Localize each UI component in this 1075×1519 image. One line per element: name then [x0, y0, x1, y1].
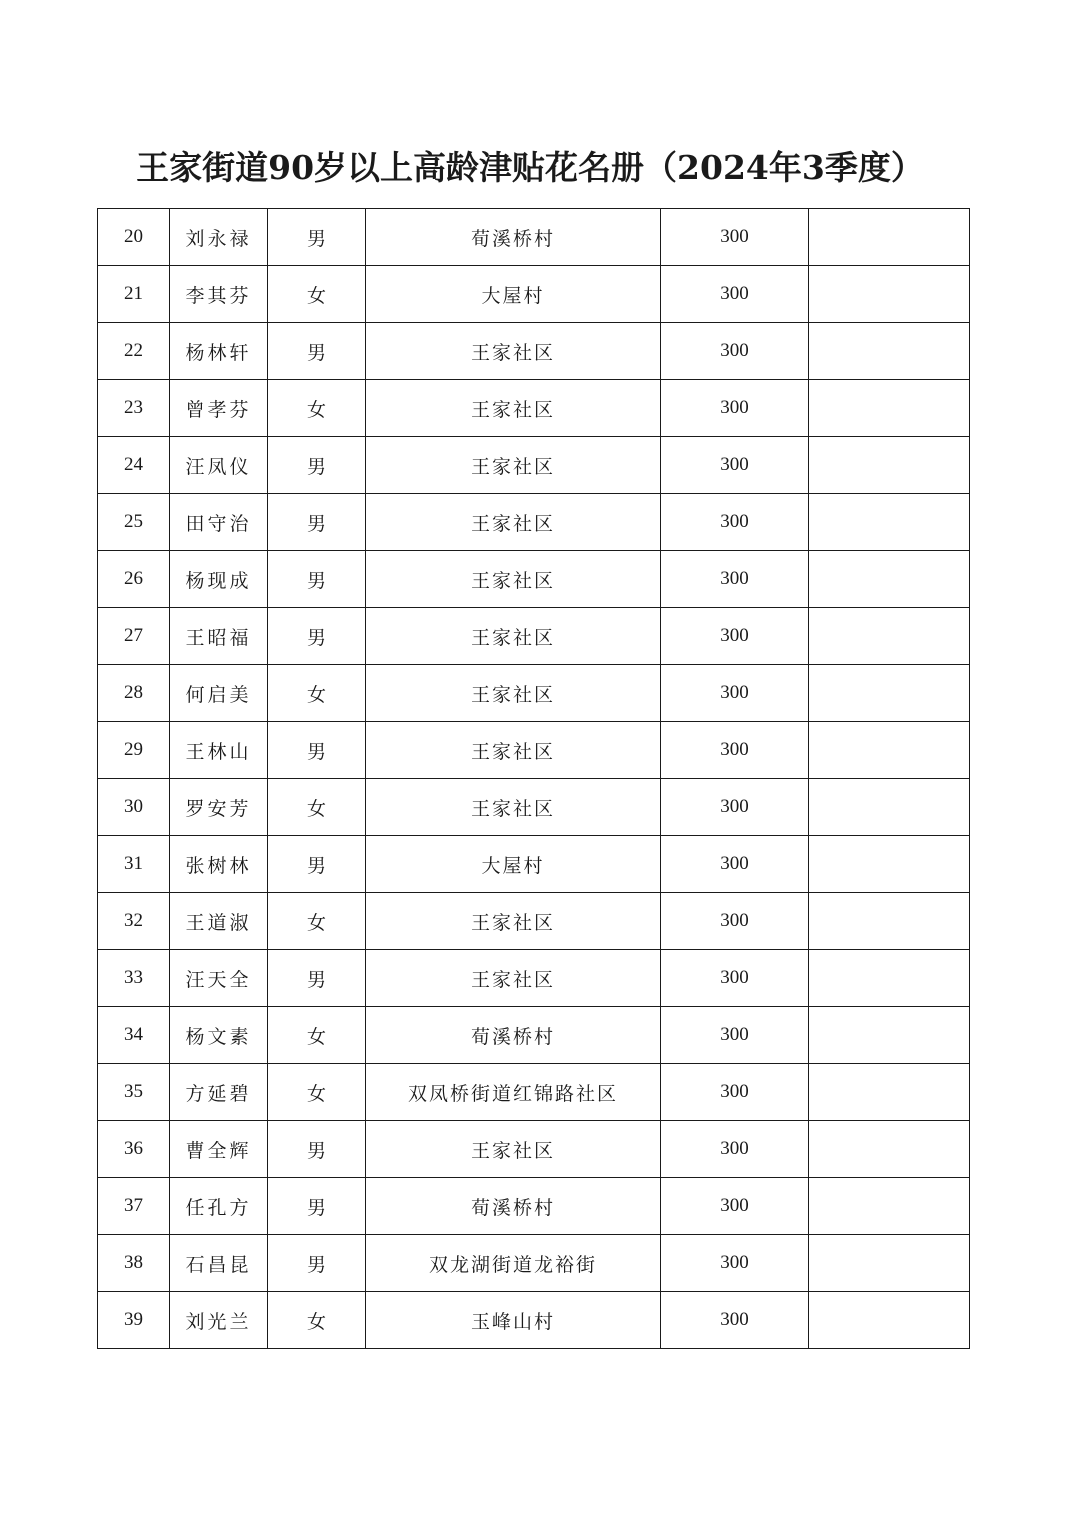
address-cell: 王家社区: [366, 608, 661, 665]
table-row: [98, 380, 970, 437]
gender-cell: 男: [268, 437, 366, 494]
gender-cell: 男: [268, 1235, 366, 1292]
gender-cell: 女: [268, 893, 366, 950]
row-number-cell: 25: [98, 494, 170, 551]
row-number-cell: 32: [98, 893, 170, 950]
address-cell: 王家社区: [366, 893, 661, 950]
amount-cell: 300: [661, 1292, 809, 1349]
gender-cell: 女: [268, 779, 366, 836]
address-cell: 王家社区: [366, 950, 661, 1007]
gender-cell: 男: [268, 494, 366, 551]
amount-cell: 300: [661, 494, 809, 551]
row-number-cell: 27: [98, 608, 170, 665]
note-cell: [809, 608, 970, 665]
row-number-cell: 28: [98, 665, 170, 722]
row-number-cell: 29: [98, 722, 170, 779]
note-cell: [809, 209, 970, 266]
amount-cell: 300: [661, 665, 809, 722]
gender-cell: 男: [268, 551, 366, 608]
page-title: 王家街道90岁以上高龄津贴花名册（2024年3季度）: [136, 148, 924, 187]
table-row: [98, 209, 970, 266]
note-cell: [809, 1064, 970, 1121]
note-cell: [809, 665, 970, 722]
amount-cell: 300: [661, 323, 809, 380]
address-cell: 荀溪桥村: [366, 1007, 661, 1064]
name-cell: 汪凤仪: [170, 437, 268, 494]
amount-cell: 300: [661, 779, 809, 836]
row-number-cell: 33: [98, 950, 170, 1007]
table-row: [98, 323, 970, 380]
amount-cell: 300: [661, 437, 809, 494]
row-number-cell: 31: [98, 836, 170, 893]
address-cell: 王家社区: [366, 722, 661, 779]
row-number-cell: 34: [98, 1007, 170, 1064]
note-cell: [809, 1007, 970, 1064]
address-cell: 王家社区: [366, 1121, 661, 1178]
amount-cell: 300: [661, 722, 809, 779]
name-cell: 任孔方: [170, 1178, 268, 1235]
note-cell: [809, 893, 970, 950]
gender-cell: 男: [268, 323, 366, 380]
table-row: [98, 266, 970, 323]
address-cell: 王家社区: [366, 494, 661, 551]
address-cell: 王家社区: [366, 380, 661, 437]
roster-body: [98, 209, 970, 1349]
note-cell: [809, 437, 970, 494]
table-row: [98, 437, 970, 494]
name-cell: 田守治: [170, 494, 268, 551]
address-cell: 大屋村: [366, 836, 661, 893]
note-cell: [809, 836, 970, 893]
table-row: [98, 1121, 970, 1178]
name-cell: 何启美: [170, 665, 268, 722]
note-cell: [809, 1292, 970, 1349]
note-cell: [809, 1178, 970, 1235]
row-number-cell: 30: [98, 779, 170, 836]
subsidy-roster-table: [97, 208, 970, 1349]
address-cell: 王家社区: [366, 437, 661, 494]
gender-cell: 男: [268, 950, 366, 1007]
name-cell: 王道淑: [170, 893, 268, 950]
gender-cell: 男: [268, 1121, 366, 1178]
note-cell: [809, 380, 970, 437]
name-cell: 罗安芳: [170, 779, 268, 836]
table-row: [98, 779, 970, 836]
amount-cell: 300: [661, 1007, 809, 1064]
table-row: [98, 836, 970, 893]
address-cell: 王家社区: [366, 779, 661, 836]
gender-cell: 女: [268, 1292, 366, 1349]
amount-cell: 300: [661, 608, 809, 665]
table-row: [98, 1007, 970, 1064]
row-number-cell: 24: [98, 437, 170, 494]
gender-cell: 女: [268, 665, 366, 722]
address-cell: 双龙湖街道龙裕街: [366, 1235, 661, 1292]
name-cell: 王林山: [170, 722, 268, 779]
table-row: [98, 494, 970, 551]
name-cell: 刘永禄: [170, 209, 268, 266]
amount-cell: 300: [661, 266, 809, 323]
row-number-cell: 37: [98, 1178, 170, 1235]
row-number-cell: 35: [98, 1064, 170, 1121]
table-row: [98, 665, 970, 722]
note-cell: [809, 722, 970, 779]
gender-cell: 女: [268, 266, 366, 323]
name-cell: 李其芬: [170, 266, 268, 323]
table-row: [98, 722, 970, 779]
address-cell: 大屋村: [366, 266, 661, 323]
row-number-cell: 21: [98, 266, 170, 323]
gender-cell: 男: [268, 722, 366, 779]
note-cell: [809, 950, 970, 1007]
row-number-cell: 23: [98, 380, 170, 437]
row-number-cell: 22: [98, 323, 170, 380]
gender-cell: 男: [268, 1178, 366, 1235]
gender-cell: 女: [268, 1007, 366, 1064]
amount-cell: 300: [661, 836, 809, 893]
name-cell: 曹全辉: [170, 1121, 268, 1178]
amount-cell: 300: [661, 1235, 809, 1292]
name-cell: 曾孝芬: [170, 380, 268, 437]
address-cell: 双凤桥街道红锦路社区: [366, 1064, 661, 1121]
note-cell: [809, 323, 970, 380]
address-cell: 王家社区: [366, 665, 661, 722]
name-cell: 杨现成: [170, 551, 268, 608]
name-cell: 石昌昆: [170, 1235, 268, 1292]
amount-cell: 300: [661, 380, 809, 437]
name-cell: 汪天全: [170, 950, 268, 1007]
name-cell: 张树林: [170, 836, 268, 893]
amount-cell: 300: [661, 1064, 809, 1121]
amount-cell: 300: [661, 950, 809, 1007]
row-number-cell: 36: [98, 1121, 170, 1178]
note-cell: [809, 1121, 970, 1178]
gender-cell: 女: [268, 1064, 366, 1121]
row-number-cell: 39: [98, 1292, 170, 1349]
table-row: [98, 893, 970, 950]
amount-cell: 300: [661, 209, 809, 266]
address-cell: 王家社区: [366, 551, 661, 608]
name-cell: 刘光兰: [170, 1292, 268, 1349]
note-cell: [809, 1235, 970, 1292]
row-number-cell: 26: [98, 551, 170, 608]
address-cell: 王家社区: [366, 323, 661, 380]
gender-cell: 男: [268, 836, 366, 893]
table-row: [98, 950, 970, 1007]
note-cell: [809, 779, 970, 836]
table-row: [98, 1178, 970, 1235]
table-row: [98, 1235, 970, 1292]
table-row: [98, 1292, 970, 1349]
address-cell: 玉峰山村: [366, 1292, 661, 1349]
note-cell: [809, 494, 970, 551]
table-row: [98, 608, 970, 665]
name-cell: 杨文素: [170, 1007, 268, 1064]
gender-cell: 男: [268, 209, 366, 266]
address-cell: 荀溪桥村: [366, 209, 661, 266]
amount-cell: 300: [661, 1121, 809, 1178]
note-cell: [809, 266, 970, 323]
gender-cell: 男: [268, 608, 366, 665]
row-number-cell: 38: [98, 1235, 170, 1292]
gender-cell: 女: [268, 380, 366, 437]
table-row: [98, 551, 970, 608]
amount-cell: 300: [661, 1178, 809, 1235]
amount-cell: 300: [661, 551, 809, 608]
note-cell: [809, 551, 970, 608]
row-number-cell: 20: [98, 209, 170, 266]
name-cell: 方延碧: [170, 1064, 268, 1121]
table-row: [98, 1064, 970, 1121]
address-cell: 荀溪桥村: [366, 1178, 661, 1235]
name-cell: 王昭福: [170, 608, 268, 665]
amount-cell: 300: [661, 893, 809, 950]
name-cell: 杨林轩: [170, 323, 268, 380]
